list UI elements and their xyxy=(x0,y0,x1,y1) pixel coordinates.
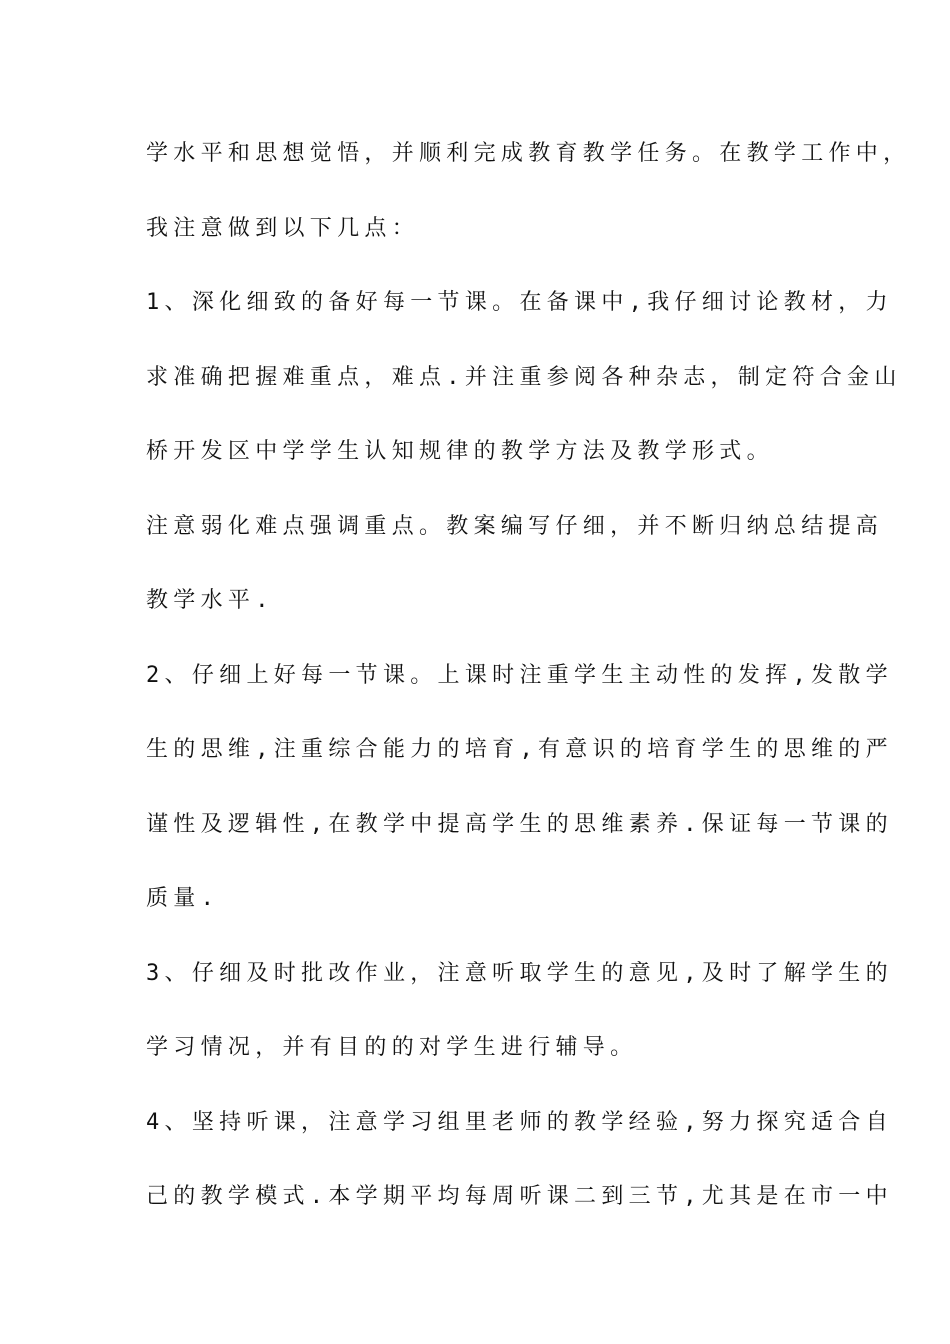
text-line: 谨性及逻辑性,在教学中提高学生的思维素养.保证每一节课的 xyxy=(146,811,893,837)
text-line: 4、坚持听课，注意学习组里老师的教学经验,努力探究适合自 xyxy=(146,1109,893,1135)
text-line: 我注意做到以下几点： xyxy=(146,215,420,241)
text-line: 1、深化细致的备好每一节课。在备课中,我仔细讨论教材，力 xyxy=(146,290,893,315)
text-line: 桥开发区中学学生认知规律的教学方法及教学形式。 xyxy=(146,439,774,464)
text-line: 质量. xyxy=(146,886,220,911)
text-line: 3、仔细及时批改作业，注意听取学生的意见,及时了解学生的 xyxy=(146,960,893,986)
text-line: 求准确把握难重点，难点.并注重参阅各种杂志，制定符合金山 xyxy=(146,364,902,390)
text-line: 教学水平. xyxy=(146,588,274,613)
text-line: 注意弱化难点强调重点。教案编写仔细，并不断归纳总结提高 xyxy=(146,513,884,539)
text-line: 学习情况，并有目的的对学生进行辅导。 xyxy=(146,1035,638,1060)
text-line: 学水平和思想觉悟，并顺利完成教育教学任务。在教学工作中， xyxy=(146,141,911,166)
text-line: 己的教学模式.本学期平均每周听课二到三节,尤其是在市一中 xyxy=(146,1184,893,1209)
text-line: 生的思维,注重综合能力的培育,有意识的培育学生的思维的严 xyxy=(146,737,893,762)
text-line: 2、仔细上好每一节课。上课时注重学生主动性的发挥,发散学 xyxy=(146,662,893,688)
document-body xyxy=(146,128,911,1246)
